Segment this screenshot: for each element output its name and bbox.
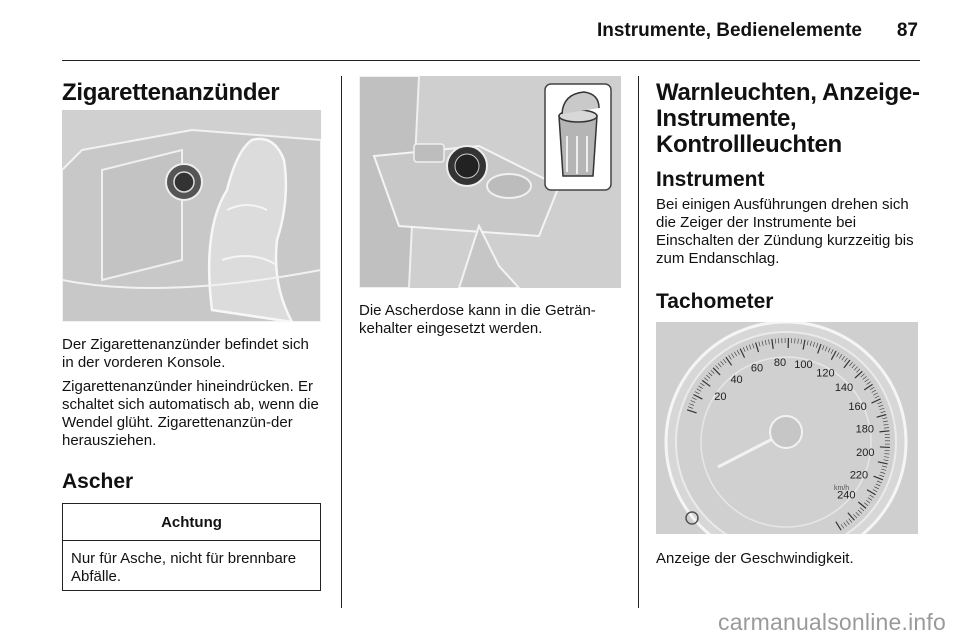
speed-label: 80 [773,357,787,370]
speed-label: 220 [849,469,869,482]
heading-instrument: Instrument [656,168,765,191]
ashtray-illustration-icon [359,76,621,288]
speedometer-caption: Anzeige der Geschwindigkeit. [656,550,854,567]
speed-label: 40 [730,374,743,387]
watermark: carmanualsonline.info [718,609,946,635]
running-header-title: Instrumente, Bedienelemente [596,20,862,41]
speed-label: 200 [856,447,875,460]
speed-label: 120 [816,367,835,380]
speed-label: 140 [834,381,854,394]
instrument-text: Bei einigen Ausführungen drehen sich die Zeiger der Instrumente bei Einschalten der Zündung kurzzeitig bis zum Endanschlag. [656,196,914,267]
heading-ascher: Ascher [62,470,134,493]
header-rule [62,60,920,61]
speed-label: 100 [794,358,813,371]
warning-box [62,503,321,591]
warning-divider [63,540,320,541]
speedometer-illustration-icon [656,322,918,534]
speed-label: 240 [837,489,856,502]
lighter-image [62,110,321,322]
speed-label: 180 [855,423,875,436]
speed-label: 60 [750,362,764,375]
warning-title: Achtung [161,514,222,531]
speed-label: 20 [714,391,727,404]
column-divider-1 [341,76,342,608]
heading-warnleuchten: Warnleuchten, Anzeige-Instrumente, Kontrollleuchten [656,79,920,158]
speed-unit-label: km/h [834,485,850,492]
lighter-usage-text: Zigarettenanzünder hineindrücken. Er schaltet sich automatisch ab, wenn die Wendel glüht. Zigarettenanzün-der herausziehen. [62,378,319,449]
speed-tick [880,447,890,448]
lighter-location-text: Der Zigarettenanzünder befindet sich in der vorderen Konsole. [62,336,309,371]
speedometer-image [656,322,918,534]
warning-text: Nur für Asche, nicht für brennbare Abfälle. [71,550,297,585]
column-divider-2 [638,76,639,608]
ashtray-image [359,76,621,288]
heading-zigarettenanzuender: Zigarettenanzünder [62,79,280,106]
ashtray-caption: Die Ascherdose kann in die Geträn-kehalter eingesetzt werden. [359,302,596,337]
page-number: 87 [896,20,918,41]
speed-label: 160 [848,401,867,414]
lighter-illustration-icon [62,110,321,322]
heading-tachometer: Tachometer [656,290,774,313]
